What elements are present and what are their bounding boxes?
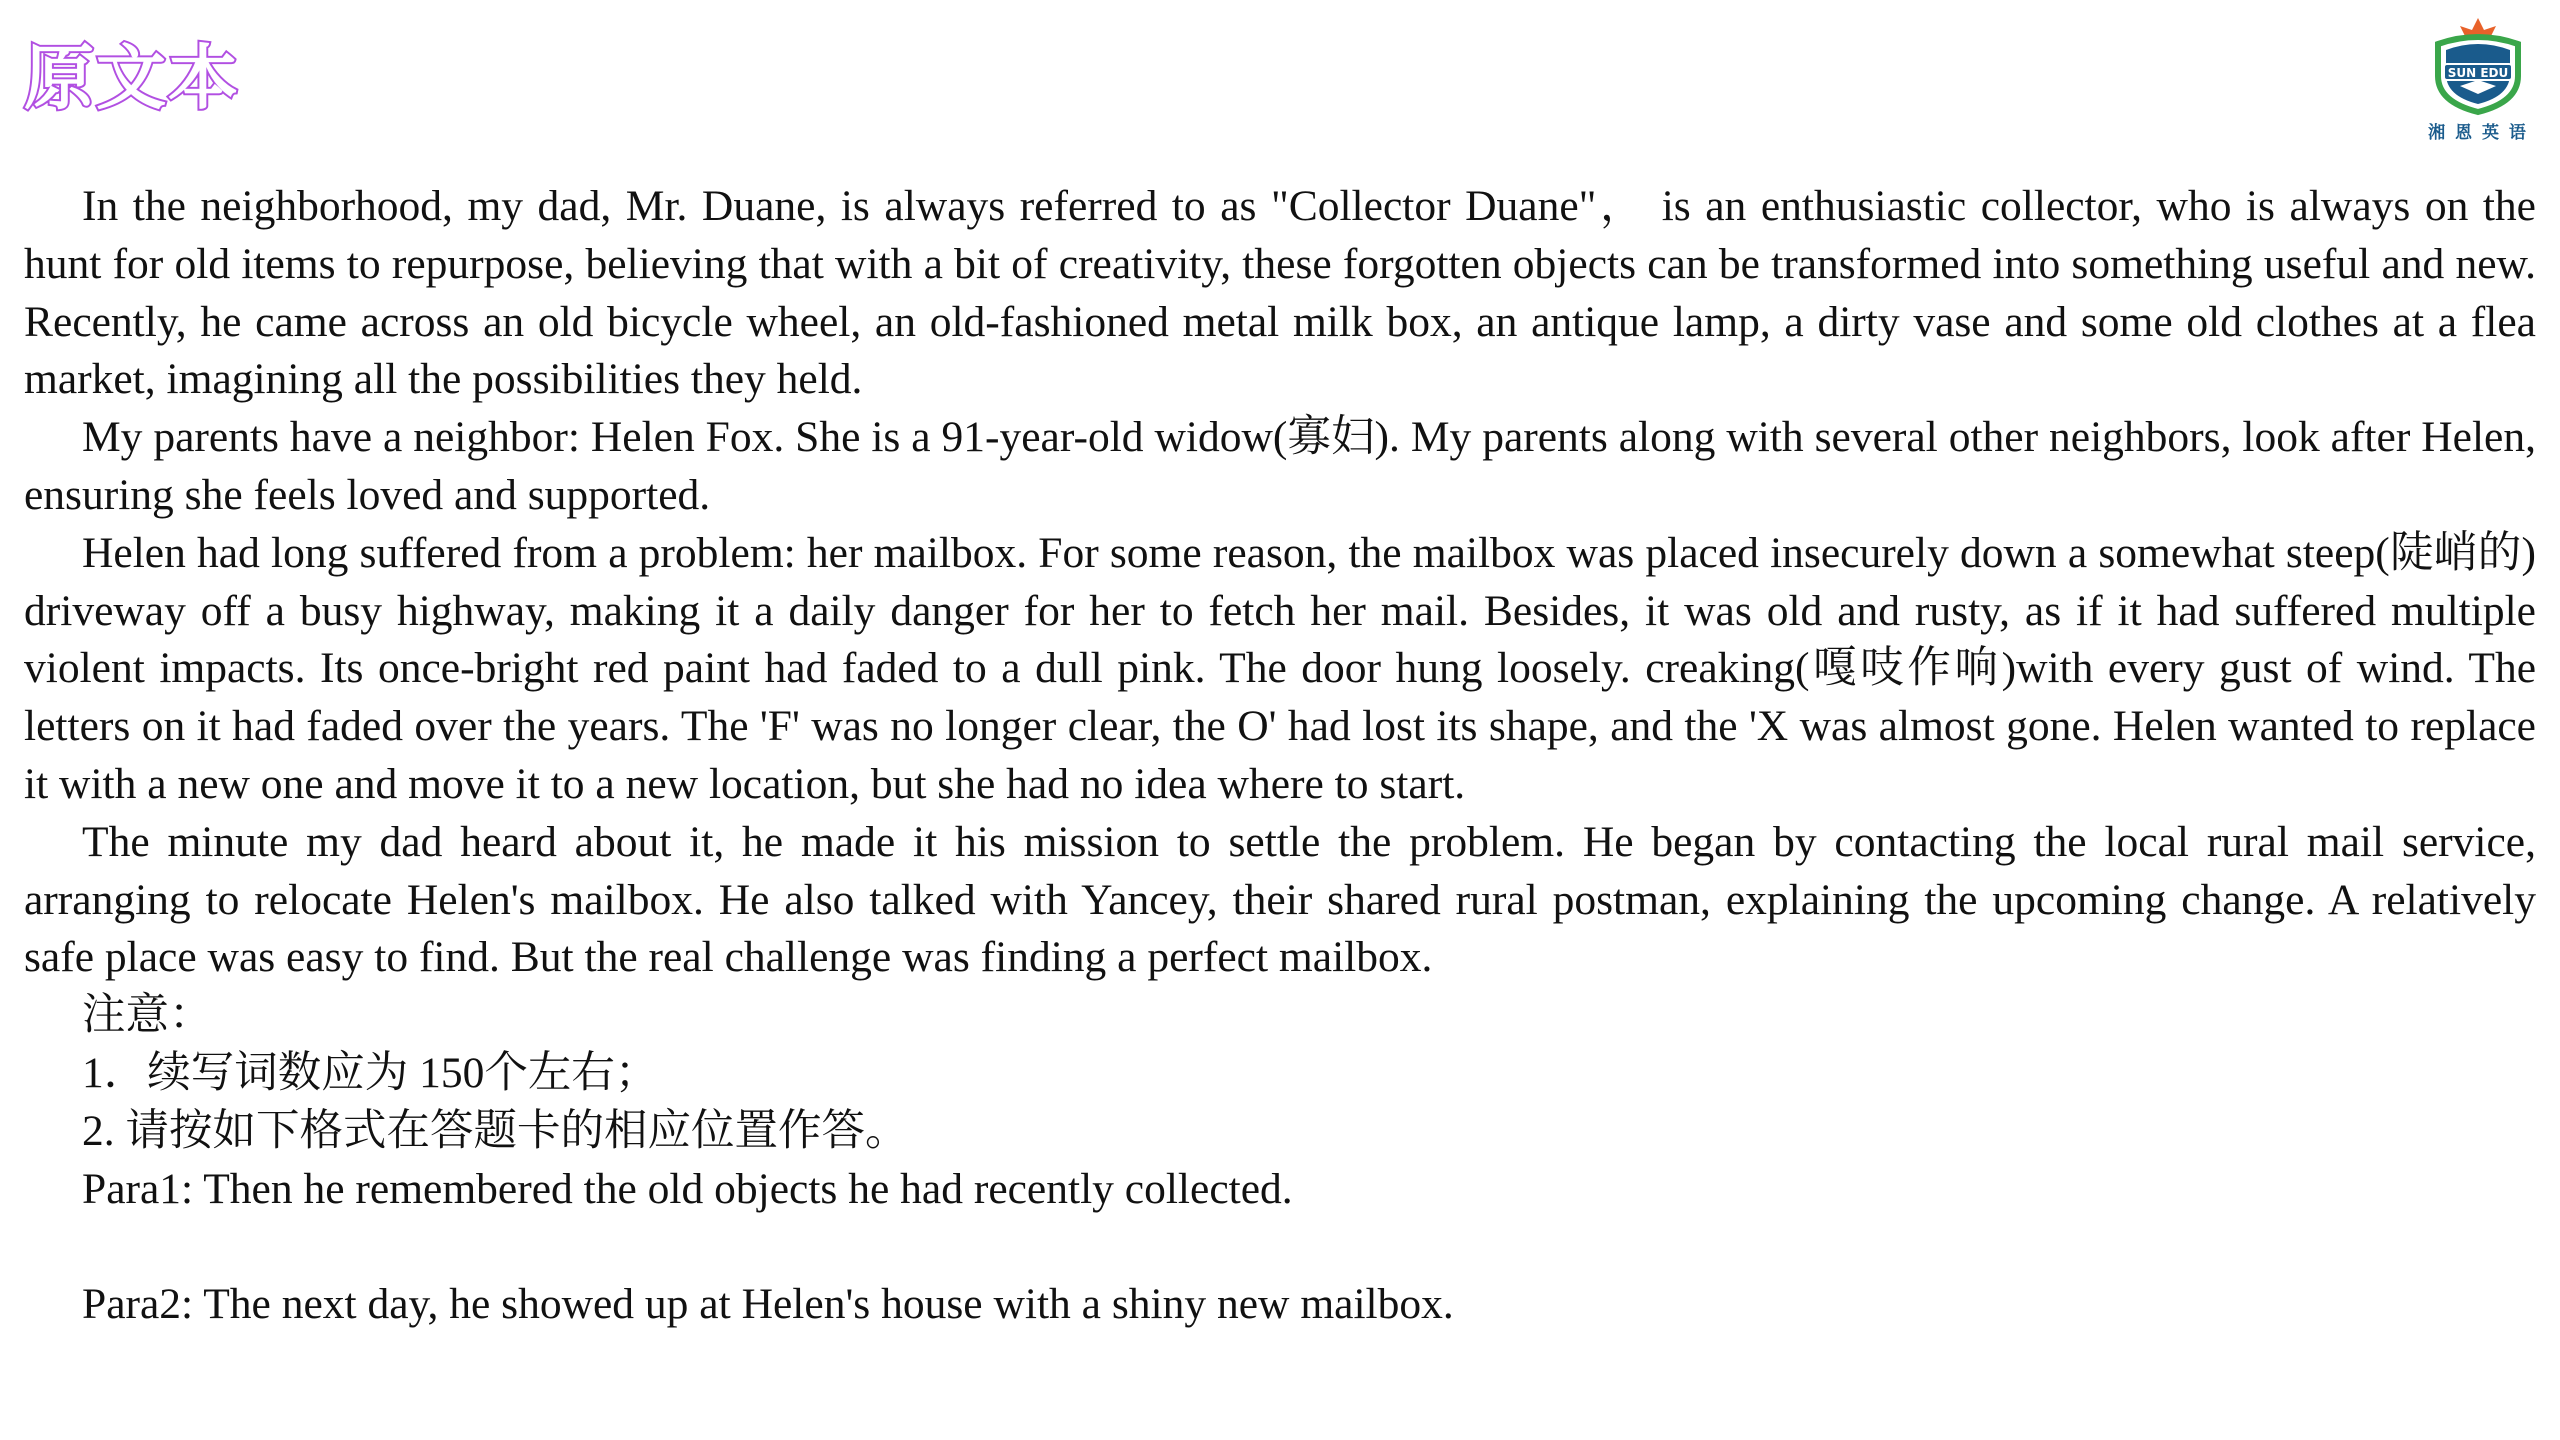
passage-paragraph-2: My parents have a neighbor: Helen Fox. She is a 91-year-old widow(寡妇). My parents along with several other neighbors, look after Helen, ensuring she feels loved and supported. <box>24 413 2536 519</box>
notes-heading: 注意： <box>82 991 213 1040</box>
passage-paragraph-1: In the neighborhood, my dad, Mr. Duane, is always referred to as "Collector Duane"， is an enthusiastic collector, who is always on the hunt for old items to repurpose, believing that with a bit of creativity, these forgotten objects can be transformed into something useful and new. Recently, he came across an old bicycle wheel, an old-fashioned metal milk box, an antique lamp, a dirty vase and some old clothes at a flea market, imagining all the possibilities they held. <box>24 182 2536 404</box>
logo-text: SUN EDU <box>2447 66 2509 80</box>
para1-prompt: Para1: Then he remembered the old objects he had recently collected. <box>82 1164 1293 1213</box>
notes-item-2: 2. 请按如下格式在答题卡的相应位置作答。 <box>82 1106 909 1155</box>
blank-line <box>24 1218 2536 1276</box>
passage-paragraph-3: Helen had long suffered from a problem: her mailbox. For some reason, the mailbox was placed insecurely down a somewhat steep(陡峭的) driveway off a busy highway, making it a daily danger for her to fetch her mail. Besides, it was old and rusty, as if it had suffered multiple violent impacts. Its once-bright red paint had faded to a dull pink. The door hung loosely. creaking(嘎吱作响)with every gust of wind. The letters on it had faded over the years. The 'F' was no longer clear, the O' had lost its shape, and the 'X was almost gone. Helen wanted to replace it with a new one and move it to a new location, but she had no idea where to start. <box>24 528 2536 808</box>
title-badge: 原文本 <box>24 37 240 119</box>
notes-item-1: 1．续写词数应为 150个左右； <box>82 1048 659 1097</box>
para2-prompt: Para2: The next day, he showed up at Helen's house with a shiny new mailbox. <box>82 1280 1454 1329</box>
passage-paragraph-4: The minute my dad heard about it, he made it his mission to settle the problem. He began by contacting the local rural mail service, arranging to relocate Helen's mailbox. He also talked with Yancey, their shared rural postman, explaining the upcoming change. A relatively safe place was easy to find. But the real challenge was finding a perfect mailbox. <box>24 817 2536 982</box>
logo-caption: 湘 恩 英 语 <box>2428 123 2528 143</box>
passage-content <box>24 178 2536 1334</box>
shield-logo-icon <box>2422 16 2534 116</box>
sun-edu-logo <box>2418 16 2538 146</box>
